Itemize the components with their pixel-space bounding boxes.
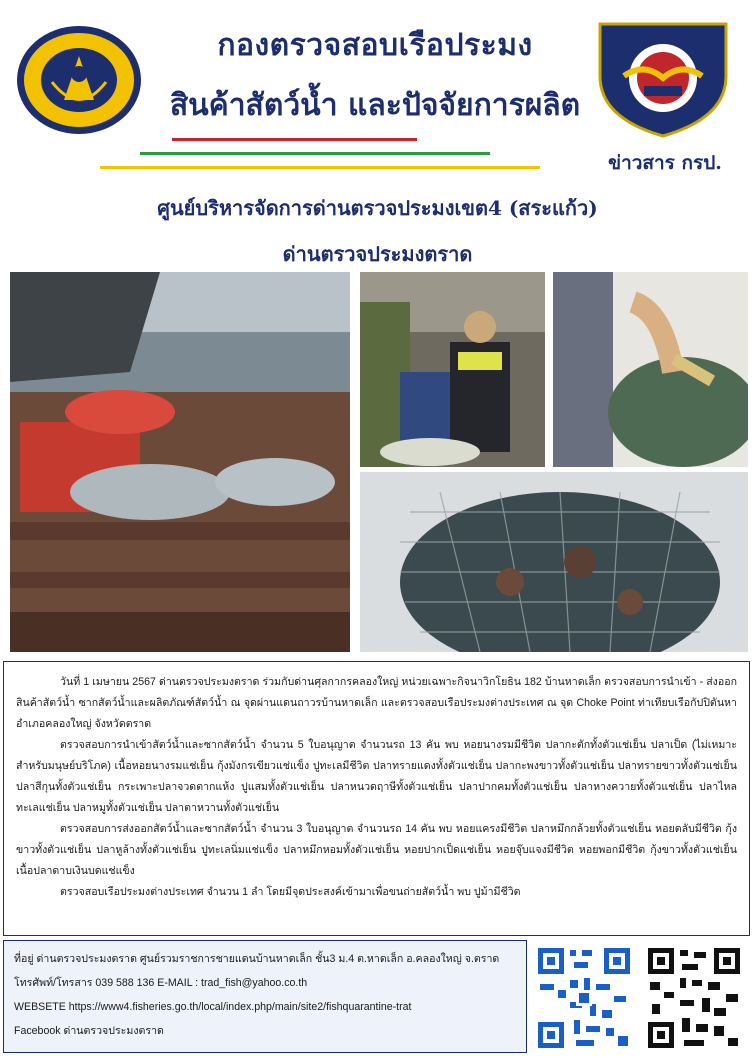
qr-code-icon	[534, 944, 634, 1052]
subtitle-region-center: ศูนย์บริหารจัดการด่านตรวจประมงเขต4 (สระแก้ว)	[157, 196, 598, 220]
photo-inspection-team	[360, 272, 545, 467]
divider-yellow	[100, 166, 540, 169]
boat-deck-photo-icon	[10, 272, 350, 652]
page-title-line1: กองตรวจสอบเรือประมง	[217, 28, 533, 63]
paragraph-foreign-vessel: ตรวจสอบเรือประมงต่างประเทศ จำนวน 1 ลำ โดยมีจุดประสงค์เข้ามาเพื่อขนถ่ายสัตว์น้ำ พบ ปูม้ามีชีวิต	[60, 886, 521, 898]
contact-facebook[interactable]: Facebook ด่านตรวจประมงตราด	[14, 1025, 164, 1037]
news-body	[3, 661, 750, 936]
contact-address: ที่อยู่ ด่านตรวจประมงตราด ศูนย์รวมราชการชายแดนบ้านหาดเล็ก ชั้น3 ม.4 ต.หาดเล็ก อ.คลองใหญ่ จ.ตราด	[14, 953, 500, 965]
department-of-fisheries-seal-icon	[12, 22, 147, 137]
photo-crab-net	[360, 472, 748, 652]
crab-net-photo-icon	[360, 472, 748, 652]
contact-website[interactable]: WEBSETE https://www4.fisheries.go.th/local/index.php/main/site2/fishquarantine-trat	[14, 1001, 412, 1013]
photo-boat-deck	[10, 272, 350, 652]
qr-code-website[interactable]	[534, 944, 634, 1052]
paragraph-exports: ตรวจสอบการส่งออกสัตว์น้ำและซากสัตว์น้ำ จำนวน 3 ใบอนุญาต จำนวนรถ 14 คัน พบ หอยแครงมีชีวิต ปลาหมึกกล้วยทั้งตัวแช่เย็น หอยตลับมีชีวิต กุ้งขาวทั้งตัวแช่เย็น ปลาหูล้างทั้งตัวแช่เย็น ปูทะเลนิ่มแช่แข็ง ปลาหมึกหอมทั้งตัวแช่เย็น หอยปากเป็ดแช่เย็น หอยจุ๊บแจงมีชีวิต หอยพอกมีชีวิต กุ้งขาวทั้งตัวแช่เย็น เนื้อปลาดาบเงินบดแช่แข็ง	[16, 823, 737, 877]
contact-info	[3, 940, 527, 1053]
paragraph-intro: วันที่ 1 เมษายน 2567 ด่านตรวจประมงตราด ร่วมกับด่านศุลกากรคลองใหญ่ หน่วยเฉพาะกิจนาวิกโยธิน 182 บ้านหาดเล็ก ตรวจสอบการนำเข้า - ส่งออกสินค้าสัตว์น้ำ ซากสัตว์น้ำและผลิตภัณฑ์สัตว์น้ำ ณ จุดผ่านแดนถาวรบ้านหาดเล็ก และตรวจสอบเรือประมงต่างประเทศ ณ จุด Choke Point ท่าเทียบเรือกัปปิตันหา อำเภอคลองใหญ่ จังหวัดตราด	[16, 676, 737, 730]
inspectors-photo-icon	[360, 272, 545, 467]
photo-crab-sack	[553, 272, 748, 467]
divider-red	[172, 138, 417, 141]
qr-code-icon	[644, 944, 744, 1052]
paragraph-imports: ตรวจสอบการนำเข้าสัตว์น้ำและซากสัตว์น้ำ จำนวน 5 ใบอนุญาต จำนวนรถ 13 คัน พบ หอยนางรมมีชีวิต ปลากะตักทั้งตัวแช่เย็น ปลาเป็ด (ไม่เหมาะสำหรับมนุษย์บริโภค) เนื้อหอยนางรมแช่เย็น กุ้งมังกรเขียวแช่แข็ง ปูทะเลมีชีวิต ปลาทรายแดงทั้งตัวแช่เย็น ปลากะพงขาวทั้งตัวแช่เย็น ปลาทรายขาวทั้งตัวแช่เย็น ปลาสีกุนทั้งตัวแช่เย็น กระเพาะปลาจวดตากแห้ง ปูแสมทั้งตัวแช่เย็น ปลาหนวดฤาษีทั้งตัวแช่เย็น ปลาปากคมทั้งตัวแช่เย็น ปลาหางควายทั้งตัวแช่เย็น ปลาไหลทะเลแช่เย็น ปลาหมูทั้งตัวแช่เย็น ปลาตาหวานทั้งตัวแช่เย็น	[16, 739, 737, 814]
divider-green	[140, 152, 490, 155]
qr-code-facebook[interactable]	[644, 944, 744, 1052]
crab-sack-photo-icon	[553, 272, 748, 467]
fishery-inspection-badge-icon	[594, 18, 732, 140]
news-label: ข่าวสาร กรป.	[608, 152, 722, 174]
subtitle-checkpoint: ด่านตรวจประมงตราด	[282, 242, 473, 266]
page-title-line2: สินค้าสัตว์น้ำ และปัจจัยการผลิต	[169, 88, 581, 123]
contact-phone-email: โทรศัพท์/โทรสาร 039 588 136 E-MAIL : trad_fish@yahoo.co.th	[14, 977, 308, 989]
